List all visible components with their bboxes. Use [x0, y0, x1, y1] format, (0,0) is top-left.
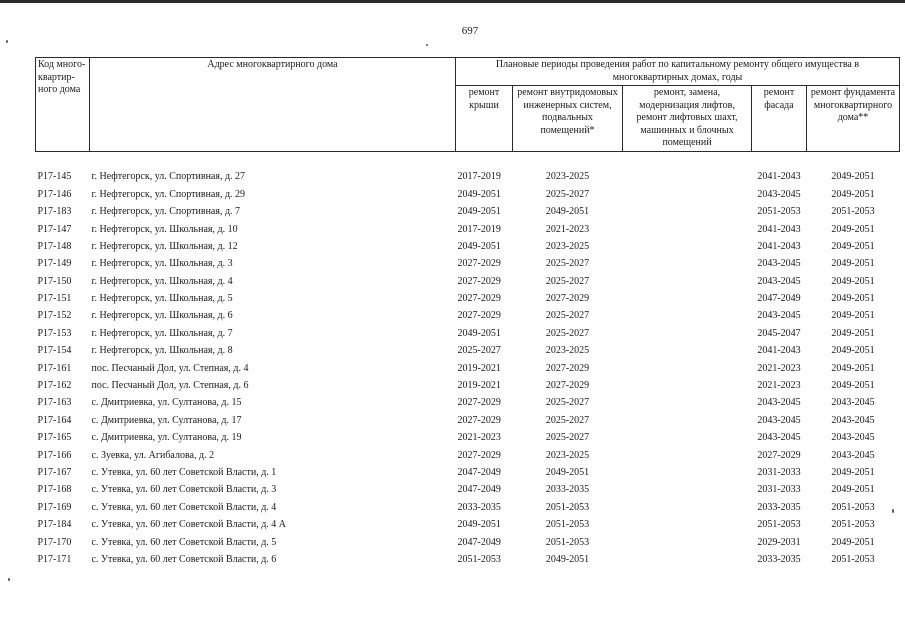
cell-roof: 2017-2019 [457, 223, 501, 235]
cell-lifts [623, 378, 752, 395]
cell-address: г. Нефтегорск, ул. Спортивная, д. 29 [91, 188, 246, 200]
cell-facade: 2027-2029 [757, 449, 801, 461]
cell-foundation: 2049-2051 [831, 258, 875, 270]
cell-facade: 2021-2023 [757, 362, 801, 374]
cell-facade: 2041-2043 [757, 223, 801, 235]
cell-facade: 2031-2033 [757, 466, 801, 478]
cell-code: Р17-162 [37, 380, 72, 392]
cell-foundation: 2043-2045 [831, 414, 875, 426]
cell-code: Р17-171 [37, 553, 72, 565]
cell-code: Р17-154 [37, 345, 72, 357]
cell-systems: 2049-2051 [545, 553, 590, 565]
cell-address: г. Нефтегорск, ул. Спортивная, д. 7 [91, 206, 241, 218]
cell-code: Р17-165 [37, 432, 72, 444]
cell-code: Р17-184 [37, 519, 72, 531]
cell-foundation: 2049-2051 [831, 484, 875, 496]
spacer-row [36, 151, 900, 169]
table-row [36, 256, 900, 273]
cell-roof: 2027-2029 [457, 310, 501, 322]
cell-systems: 2023-2025 [545, 171, 590, 183]
cell-systems: 2027-2029 [545, 380, 590, 392]
cell-address: с. Утевка, ул. 60 лет Советской Власти, д. 5 [91, 536, 277, 548]
cell-address: г. Нефтегорск, ул. Школьная, д. 5 [91, 293, 233, 305]
cell-roof: 2025-2027 [457, 345, 501, 357]
header-systems: ремонт внутридомовых инженерных систем, подвальных помещений* [513, 86, 623, 152]
cell-code: Р17-168 [37, 484, 72, 496]
cell-lifts [623, 308, 752, 325]
cell-systems: 2033-2035 [545, 484, 590, 496]
cell-facade: 2029-2031 [757, 536, 801, 548]
table-row [36, 395, 900, 412]
cell-facade: 2033-2035 [757, 553, 801, 565]
cell-roof: 2049-2051 [457, 240, 501, 252]
cell-address: г. Нефтегорск, ул. Школьная, д. 10 [91, 223, 238, 235]
cell-foundation: 2049-2051 [831, 310, 875, 322]
cell-code: Р17-146 [37, 188, 72, 200]
cell-roof: 2049-2051 [457, 519, 501, 531]
cell-facade: 2043-2045 [757, 432, 801, 444]
scan-speck [426, 44, 428, 46]
cell-lifts [623, 169, 752, 186]
cell-facade: 2045-2047 [757, 327, 801, 339]
cell-code: Р17-183 [37, 206, 72, 218]
cell-lifts [623, 238, 752, 255]
cell-roof: 2027-2029 [457, 275, 501, 287]
cell-roof: 2033-2035 [457, 501, 501, 513]
cell-roof: 2019-2021 [457, 362, 501, 374]
cell-code: Р17-151 [37, 293, 72, 305]
scan-speck [6, 40, 8, 43]
scan-speck [892, 509, 894, 513]
cell-code: Р17-163 [37, 397, 72, 409]
cell-systems: 2027-2029 [545, 293, 590, 305]
header-lifts: ремонт, замена, модернизация лифтов, ремонт лифтовых шахт, машинных и блочных помещений [623, 86, 752, 152]
cell-foundation: 2049-2051 [831, 293, 875, 305]
table-row [36, 412, 900, 429]
cell-lifts [623, 343, 752, 360]
cell-roof: 2021-2023 [457, 432, 501, 444]
cell-lifts [623, 395, 752, 412]
cell-code: Р17-150 [37, 275, 72, 287]
capital-repair-table [35, 57, 900, 569]
cell-systems: 2051-2053 [545, 501, 590, 513]
table-row [36, 186, 900, 203]
top-border [0, 0, 905, 3]
cell-address: с. Утевка, ул. 60 лет Советской Власти, д. 4 А [91, 519, 287, 531]
cell-systems: 2025-2027 [545, 327, 590, 339]
scan-speck [8, 578, 10, 581]
cell-lifts [623, 430, 752, 447]
cell-facade: 2043-2045 [757, 414, 801, 426]
cell-code: Р17-169 [37, 501, 72, 513]
cell-lifts [623, 273, 752, 290]
cell-systems: 2025-2027 [545, 432, 590, 444]
cell-facade: 2043-2045 [757, 258, 801, 270]
cell-systems: 2023-2025 [545, 240, 590, 252]
cell-address: с. Дмитриевка, ул. Султанова, д. 19 [91, 432, 242, 444]
table-body [36, 151, 900, 569]
header-periods: Плановые периоды проведения работ по капитальному ремонту общего имущества в многоквартирных домах, годы [456, 58, 900, 86]
cell-foundation: 2043-2045 [831, 397, 875, 409]
cell-code: Р17-170 [37, 536, 72, 548]
cell-facade: 2033-2035 [757, 501, 801, 513]
cell-address: с. Утевка, ул. 60 лет Советской Власти, д. 4 [91, 501, 277, 513]
cell-foundation: 2049-2051 [831, 536, 875, 548]
cell-foundation: 2051-2053 [831, 206, 875, 218]
cell-facade: 2041-2043 [757, 240, 801, 252]
cell-address: с. Утевка, ул. 60 лет Советской Власти, д. 6 [91, 553, 277, 565]
cell-foundation: 2051-2053 [831, 519, 875, 531]
cell-address: г. Нефтегорск, ул. Школьная, д. 6 [91, 310, 233, 322]
cell-roof: 2027-2029 [457, 293, 501, 305]
cell-facade: 2043-2045 [757, 310, 801, 322]
cell-foundation: 2049-2051 [831, 171, 875, 183]
cell-roof: 2047-2049 [457, 536, 501, 548]
cell-code: Р17-167 [37, 466, 72, 478]
cell-code: Р17-145 [37, 171, 72, 183]
cell-foundation: 2043-2045 [831, 432, 875, 444]
table-row [36, 238, 900, 255]
cell-code: Р17-164 [37, 414, 72, 426]
cell-code: Р17-152 [37, 310, 72, 322]
cell-roof: 2049-2051 [457, 327, 501, 339]
cell-systems: 2025-2027 [545, 414, 590, 426]
cell-foundation: 2051-2053 [831, 501, 875, 513]
cell-lifts [623, 291, 752, 308]
cell-roof: 2027-2029 [457, 449, 501, 461]
cell-roof: 2049-2051 [457, 188, 501, 200]
cell-systems: 2051-2053 [545, 519, 590, 531]
table-row [36, 325, 900, 342]
table-row [36, 465, 900, 482]
cell-roof: 2047-2049 [457, 484, 501, 496]
table-row [36, 291, 900, 308]
cell-systems: 2023-2025 [545, 345, 590, 357]
cell-code: Р17-147 [37, 223, 72, 235]
header-foundation: ремонт фундамента многоквартирного дома** [807, 86, 900, 152]
header-code: Код много-квартир-ного дома [36, 58, 90, 152]
cell-foundation: 2043-2045 [831, 449, 875, 461]
cell-facade: 2021-2023 [757, 380, 801, 392]
table-row [36, 447, 900, 464]
cell-code: Р17-153 [37, 327, 72, 339]
cell-foundation: 2049-2051 [831, 240, 875, 252]
table-header [36, 58, 900, 152]
cell-roof: 2047-2049 [457, 466, 501, 478]
cell-lifts [623, 360, 752, 377]
cell-foundation: 2051-2053 [831, 553, 875, 565]
cell-lifts [623, 465, 752, 482]
cell-systems: 2049-2051 [545, 466, 590, 478]
cell-foundation: 2049-2051 [831, 380, 875, 392]
cell-address: с. Утевка, ул. 60 лет Советской Власти, д. 1 [91, 466, 277, 478]
cell-foundation: 2049-2051 [831, 223, 875, 235]
cell-foundation: 2049-2051 [831, 466, 875, 478]
cell-roof: 2019-2021 [457, 380, 501, 392]
cell-systems: 2027-2029 [545, 362, 590, 374]
cell-address: с. Дмитриевка, ул. Султанова, д. 15 [91, 397, 242, 409]
page-number: 697 [461, 25, 479, 37]
table-row [36, 360, 900, 377]
spacer-cell [36, 151, 900, 169]
cell-foundation: 2049-2051 [831, 275, 875, 287]
table-row [36, 221, 900, 238]
cell-lifts [623, 551, 752, 568]
cell-systems: 2025-2027 [545, 188, 590, 200]
cell-address: г. Нефтегорск, ул. Школьная, д. 4 [91, 275, 233, 287]
cell-facade: 2031-2033 [757, 484, 801, 496]
cell-roof: 2027-2029 [457, 258, 501, 270]
table-row [36, 204, 900, 221]
cell-facade: 2043-2045 [757, 397, 801, 409]
cell-roof: 2051-2053 [457, 553, 501, 565]
cell-foundation: 2049-2051 [831, 345, 875, 357]
cell-lifts [623, 447, 752, 464]
cell-systems: 2021-2023 [545, 223, 590, 235]
cell-code: Р17-148 [37, 240, 72, 252]
table-row [36, 273, 900, 290]
cell-address: г. Нефтегорск, ул. Школьная, д. 7 [91, 327, 233, 339]
cell-systems: 2023-2025 [545, 449, 590, 461]
cell-roof: 2049-2051 [457, 206, 501, 218]
cell-facade: 2047-2049 [757, 293, 801, 305]
table-row [36, 308, 900, 325]
cell-lifts [623, 204, 752, 221]
cell-systems: 2025-2027 [545, 310, 590, 322]
table-row [36, 169, 900, 186]
cell-facade: 2043-2045 [757, 275, 801, 287]
cell-systems: 2049-2051 [545, 206, 590, 218]
header-address: Адрес многоквартирного дома [90, 58, 456, 152]
cell-foundation: 2049-2051 [831, 188, 875, 200]
cell-foundation: 2049-2051 [831, 362, 875, 374]
cell-address: пос. Песчаный Дол, ул. Степная, д. 4 [91, 362, 249, 374]
cell-roof: 2027-2029 [457, 414, 501, 426]
table-row [36, 482, 900, 499]
cell-address: г. Нефтегорск, ул. Спортивная, д. 27 [91, 171, 246, 183]
cell-facade: 2051-2053 [757, 519, 801, 531]
cell-roof: 2017-2019 [457, 171, 501, 183]
cell-code: Р17-166 [37, 449, 72, 461]
cell-foundation: 2049-2051 [831, 327, 875, 339]
cell-lifts [623, 517, 752, 534]
cell-lifts [623, 482, 752, 499]
cell-systems: 2025-2027 [545, 397, 590, 409]
cell-facade: 2051-2053 [757, 206, 801, 218]
header-roof: ремонт крыши [456, 86, 513, 152]
cell-lifts [623, 499, 752, 516]
cell-address: г. Нефтегорск, ул. Школьная, д. 8 [91, 345, 233, 357]
cell-address: г. Нефтегорск, ул. Школьная, д. 12 [91, 240, 238, 252]
cell-systems: 2025-2027 [545, 258, 590, 270]
cell-facade: 2041-2043 [757, 171, 801, 183]
cell-address: пос. Песчаный Дол, ул. Степная, д. 6 [91, 380, 249, 392]
cell-lifts [623, 186, 752, 203]
table-row [36, 343, 900, 360]
table-row [36, 534, 900, 551]
cell-lifts [623, 412, 752, 429]
cell-lifts [623, 256, 752, 273]
table-row [36, 378, 900, 395]
cell-facade: 2041-2043 [757, 345, 801, 357]
cell-address: с. Дмитриевка, ул. Султанова, д. 17 [91, 414, 242, 426]
cell-roof: 2027-2029 [457, 397, 501, 409]
table-row [36, 551, 900, 568]
cell-systems: 2025-2027 [545, 275, 590, 287]
cell-address: с. Утевка, ул. 60 лет Советской Власти, д. 3 [91, 484, 277, 496]
header-facade: ремонт фасада [752, 86, 807, 152]
cell-systems: 2051-2053 [545, 536, 590, 548]
cell-lifts [623, 325, 752, 342]
cell-facade: 2043-2045 [757, 188, 801, 200]
cell-lifts [623, 221, 752, 238]
cell-address: г. Нефтегорск, ул. Школьная, д. 3 [91, 258, 233, 270]
table-row [36, 499, 900, 516]
cell-address: с. Зуевка, ул. Агибалова, д. 2 [91, 449, 215, 461]
cell-lifts [623, 534, 752, 551]
table-row [36, 517, 900, 534]
cell-code: Р17-149 [37, 258, 72, 270]
cell-code: Р17-161 [37, 362, 72, 374]
table-row [36, 430, 900, 447]
